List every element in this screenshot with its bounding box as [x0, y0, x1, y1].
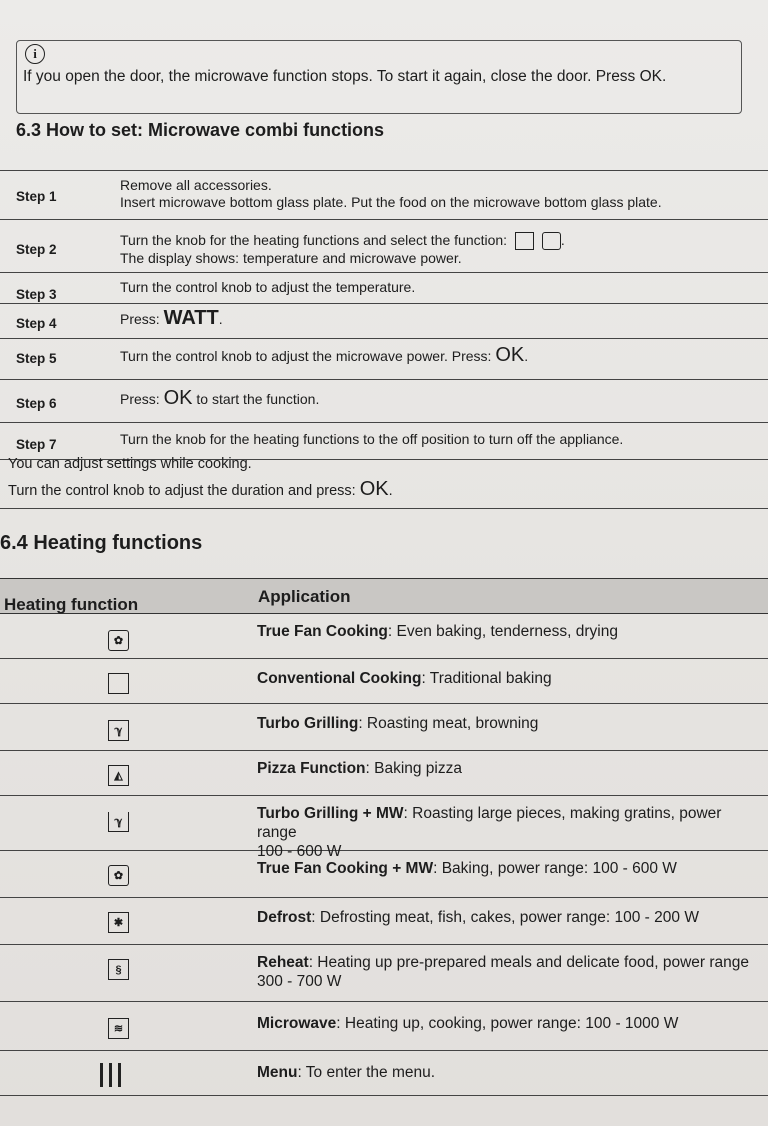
application-cell	[257, 714, 762, 733]
application-cell	[257, 669, 762, 688]
step-label: Step 2	[16, 242, 57, 257]
step-label: Step 3	[16, 287, 57, 302]
heating-functions-table	[0, 578, 768, 1096]
function-name: Turbo Grilling	[257, 715, 359, 732]
ok-key: OK	[359, 478, 389, 500]
step-label: Step 1	[16, 189, 57, 204]
step-line: Insert microwave bottom glass plate. Put the food on the microwave bottom glass plate.	[120, 194, 662, 210]
divider	[0, 508, 768, 509]
step-label: Step 7	[16, 437, 57, 452]
table-row	[0, 945, 768, 1002]
function-desc: : To enter the menu.	[297, 1064, 436, 1081]
info-note-ok: OK.	[639, 68, 667, 85]
turbo-grill-mw-icon	[515, 232, 534, 250]
note-text: Turn the control knob to adjust the duration and press:	[8, 483, 356, 499]
table-row	[0, 898, 768, 945]
function-name: Microwave	[257, 1015, 337, 1032]
step-line: Turn the knob for the heating functions and select the function: .	[120, 232, 760, 250]
info-icon: i	[25, 44, 45, 64]
function-name: Menu	[257, 1064, 298, 1081]
function-desc-2: 300 - 700 W	[257, 973, 342, 990]
step-text	[120, 307, 760, 329]
table-row	[0, 614, 768, 659]
step-text-post: to start the function.	[196, 391, 320, 407]
table-row	[0, 851, 768, 898]
function-desc: : Roasting large pieces, making gratins, power range	[257, 805, 722, 841]
watt-key: WATT	[163, 307, 219, 329]
function-name: Turbo Grilling + MW	[257, 805, 404, 822]
step-text-post: .	[524, 348, 529, 364]
turbo-grill-icon: ℽ	[108, 720, 129, 741]
note-line	[8, 478, 393, 501]
function-desc: : Baking, power range: 100 - 600 W	[433, 860, 677, 877]
step-text	[120, 232, 760, 267]
pizza-icon: ◭	[108, 765, 129, 786]
step-text	[120, 177, 760, 211]
function-desc-2: 100 - 600 W	[257, 843, 342, 860]
step-line: Remove all accessories.	[120, 177, 272, 193]
note-line: You can adjust settings while cooking.	[8, 456, 252, 472]
step-row	[0, 219, 768, 272]
function-desc: : Heating up, cooking, power range: 100 - 1000 W	[336, 1015, 679, 1032]
table-header	[0, 578, 768, 614]
table-row	[0, 659, 768, 704]
function-desc: : Traditional baking	[421, 670, 552, 687]
note-text-post: .	[388, 483, 393, 499]
function-desc: : Baking pizza	[365, 760, 462, 777]
application-cell	[257, 1014, 762, 1033]
step-line: The display shows: temperature and microwave power.	[120, 250, 462, 267]
function-name: Pizza Function	[257, 760, 366, 777]
step-row	[0, 303, 768, 338]
application-cell	[257, 908, 762, 927]
step-label: Step 5	[16, 351, 57, 366]
step-label: Step 6	[16, 396, 57, 411]
function-name: Defrost	[257, 909, 312, 926]
step-text-post: .	[218, 311, 223, 327]
step-text	[120, 344, 760, 366]
step-text-pre: Press:	[120, 311, 160, 327]
application-cell	[257, 622, 762, 641]
step-row	[0, 272, 768, 303]
step-text	[120, 387, 760, 409]
application-cell	[257, 859, 762, 878]
defrost-icon: ✱	[108, 912, 129, 933]
true-fan-mw-icon: ✿	[108, 865, 129, 886]
table-row	[0, 1002, 768, 1051]
function-name: True Fan Cooking	[257, 623, 388, 640]
section-title-6-3: 6.3 How to set: Microwave combi functions	[16, 120, 385, 140]
info-note-text	[23, 67, 723, 86]
step-row	[0, 338, 768, 379]
function-desc: : Heating up pre-prepared meals and delicate food, power range	[308, 954, 749, 971]
step-text: Turn the control knob to adjust the temperature.	[120, 279, 416, 295]
function-name: True Fan Cooking + MW	[257, 860, 434, 877]
table-row	[0, 796, 768, 860]
function-name: Reheat	[257, 954, 309, 971]
step-line-text: Turn the knob for the heating functions and select the function:	[120, 232, 508, 248]
ok-key: OK	[163, 387, 193, 409]
step-row	[0, 379, 768, 422]
info-note-box	[16, 40, 742, 114]
step-text-pre: Press:	[120, 391, 160, 407]
step-row	[0, 170, 768, 219]
column-header: Heating function	[4, 595, 139, 614]
steps-table	[0, 170, 768, 460]
function-name: Conventional Cooking	[257, 670, 422, 687]
microwave-icon: ≋	[108, 1018, 129, 1039]
function-desc: : Even baking, tenderness, drying	[387, 623, 618, 640]
step-text-pre: Turn the control knob to adjust the microwave power. Press:	[120, 348, 492, 364]
table-row	[0, 1051, 768, 1096]
step-text: Turn the knob for the heating functions to the off position to turn off the appliance.	[120, 431, 624, 447]
table-row	[0, 751, 768, 796]
function-desc: : Roasting meat, browning	[358, 715, 539, 732]
true-fan-mw-icon	[542, 232, 561, 250]
column-header: Application	[258, 587, 351, 606]
section-title-6-4: 6.4 Heating functions	[0, 532, 203, 554]
step-label: Step 4	[16, 316, 57, 331]
table-row	[0, 704, 768, 751]
reheat-icon: §	[108, 959, 129, 980]
conventional-icon	[108, 673, 129, 694]
turbo-grill-mw-icon: ℽ	[108, 812, 129, 832]
application-cell	[257, 953, 762, 991]
true-fan-icon: ✿	[108, 630, 129, 651]
info-note-line: If you open the door, the microwave function stops. To start it again, close the door. Press	[23, 68, 636, 85]
step-row	[0, 422, 768, 459]
application-cell	[257, 1063, 762, 1082]
ok-key: OK	[495, 344, 525, 366]
application-cell	[257, 759, 762, 778]
function-desc: : Defrosting meat, fish, cakes, power range: 100 - 200 W	[311, 909, 699, 926]
